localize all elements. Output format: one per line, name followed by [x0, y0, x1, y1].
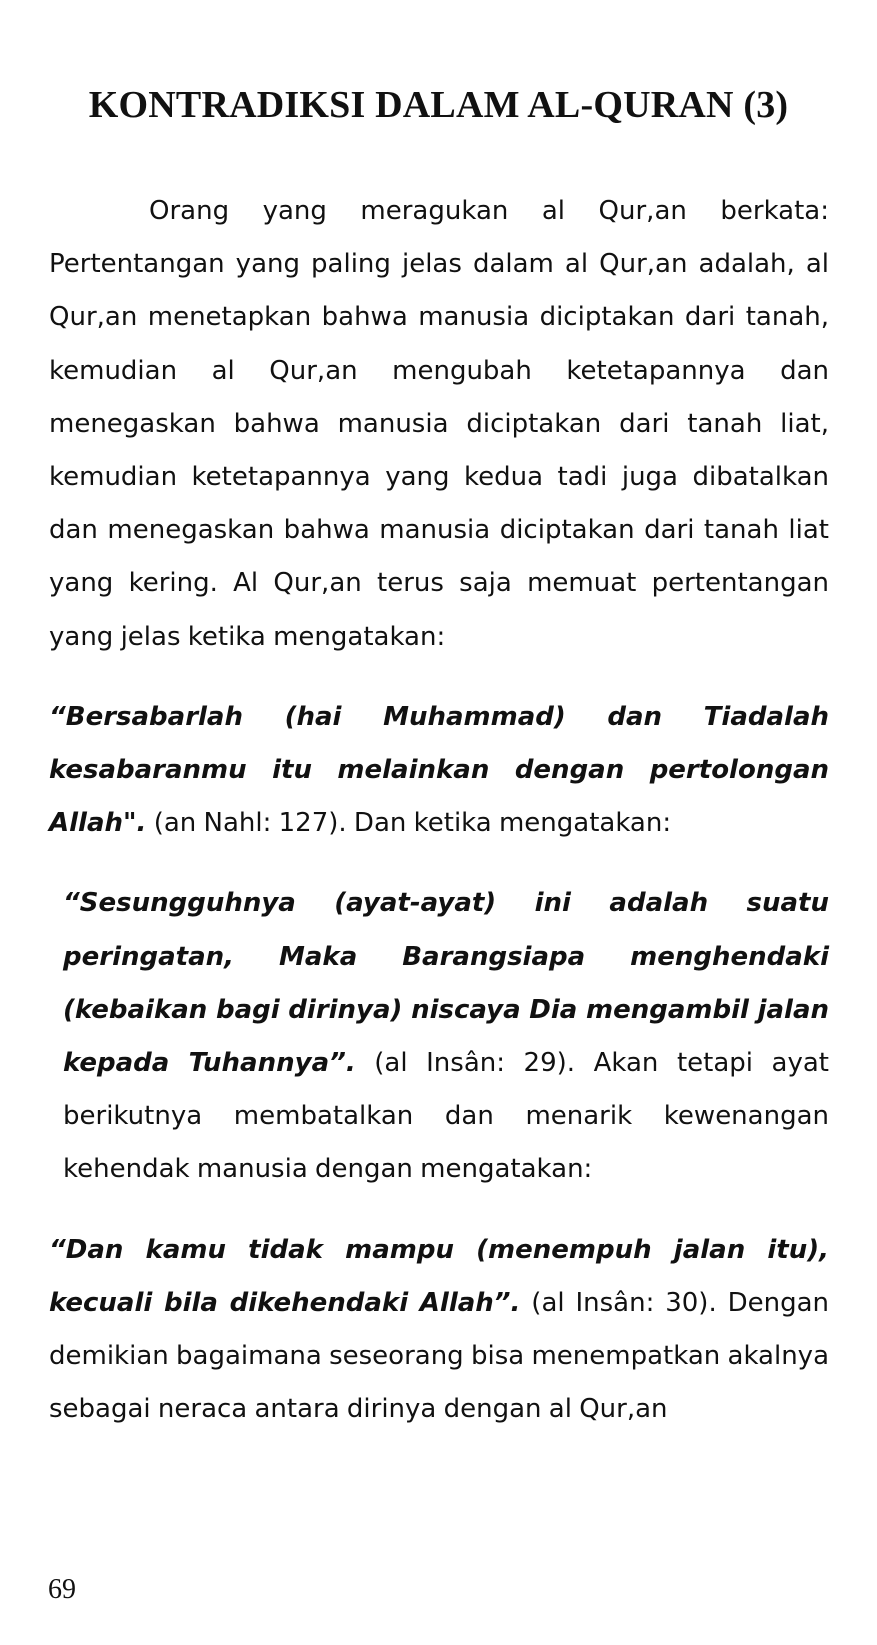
paragraph-4 — [49, 1224, 829, 1437]
paragraph-2-text: (an Nahl: 127). Dan ketika mengatakan: — [146, 808, 672, 839]
paragraph-4-text: (al Insân: 30). Dengan demikian bagaimana seseorang bisa menempatkan akalnya sebagai neraca antara dirinya dengan al Qur,an — [49, 1287, 829, 1425]
paragraph-2 — [49, 691, 829, 851]
page-number: 69 — [48, 1574, 76, 1605]
quran-quote-an-nahl: “Bersabarlah (hai Muhammad) dan Tiadalah kesabaranmu itu melainkan dengan pertolongan Allah". — [49, 701, 829, 839]
quran-quote-al-insan-30: “Dan kamu tidak mampu (menempuh jalan itu), kecuali bila dikehendaki Allah”. — [49, 1234, 829, 1318]
paragraph-3-text: (al Insân: 29). Akan tetapi ayat berikutnya membatalkan dan menarik kewenangan kehendak manusia dengan mengatakan: — [63, 1048, 829, 1185]
page-title: KONTRADIKSI DALAM AL-QURAN (3) — [88, 84, 789, 127]
paragraph-3 — [49, 877, 829, 1196]
body-text — [49, 185, 829, 1436]
quran-quote-al-insan-29: “Sesungguhnya (ayat-ayat) ini adalah suatu peringatan, Maka Barangsiapa menghendaki (kebaikan bagi dirinya) niscaya Dia mengambil jalan kepada Tuhannya”. — [63, 888, 829, 1079]
paragraph-1: Orang yang meragukan al Qur,an berkata: Pertentangan yang paling jelas dalam al Qur,an adalah, al Qur,an menetapkan bahwa manusia diciptakan dari tanah, kemudian al Qur,an mengubah ketetapannya dan menegaskan bahwa manusia diciptakan dari tanah liat, kemudian ketetapannya yang kedua tadi juga dibatalkan dan menegaskan bahwa manusia diciptakan dari tanah liat yang kering. Al Qur,an terus saja memuat pertentangan yang jelas ketika mengatakan: — [49, 196, 829, 652]
